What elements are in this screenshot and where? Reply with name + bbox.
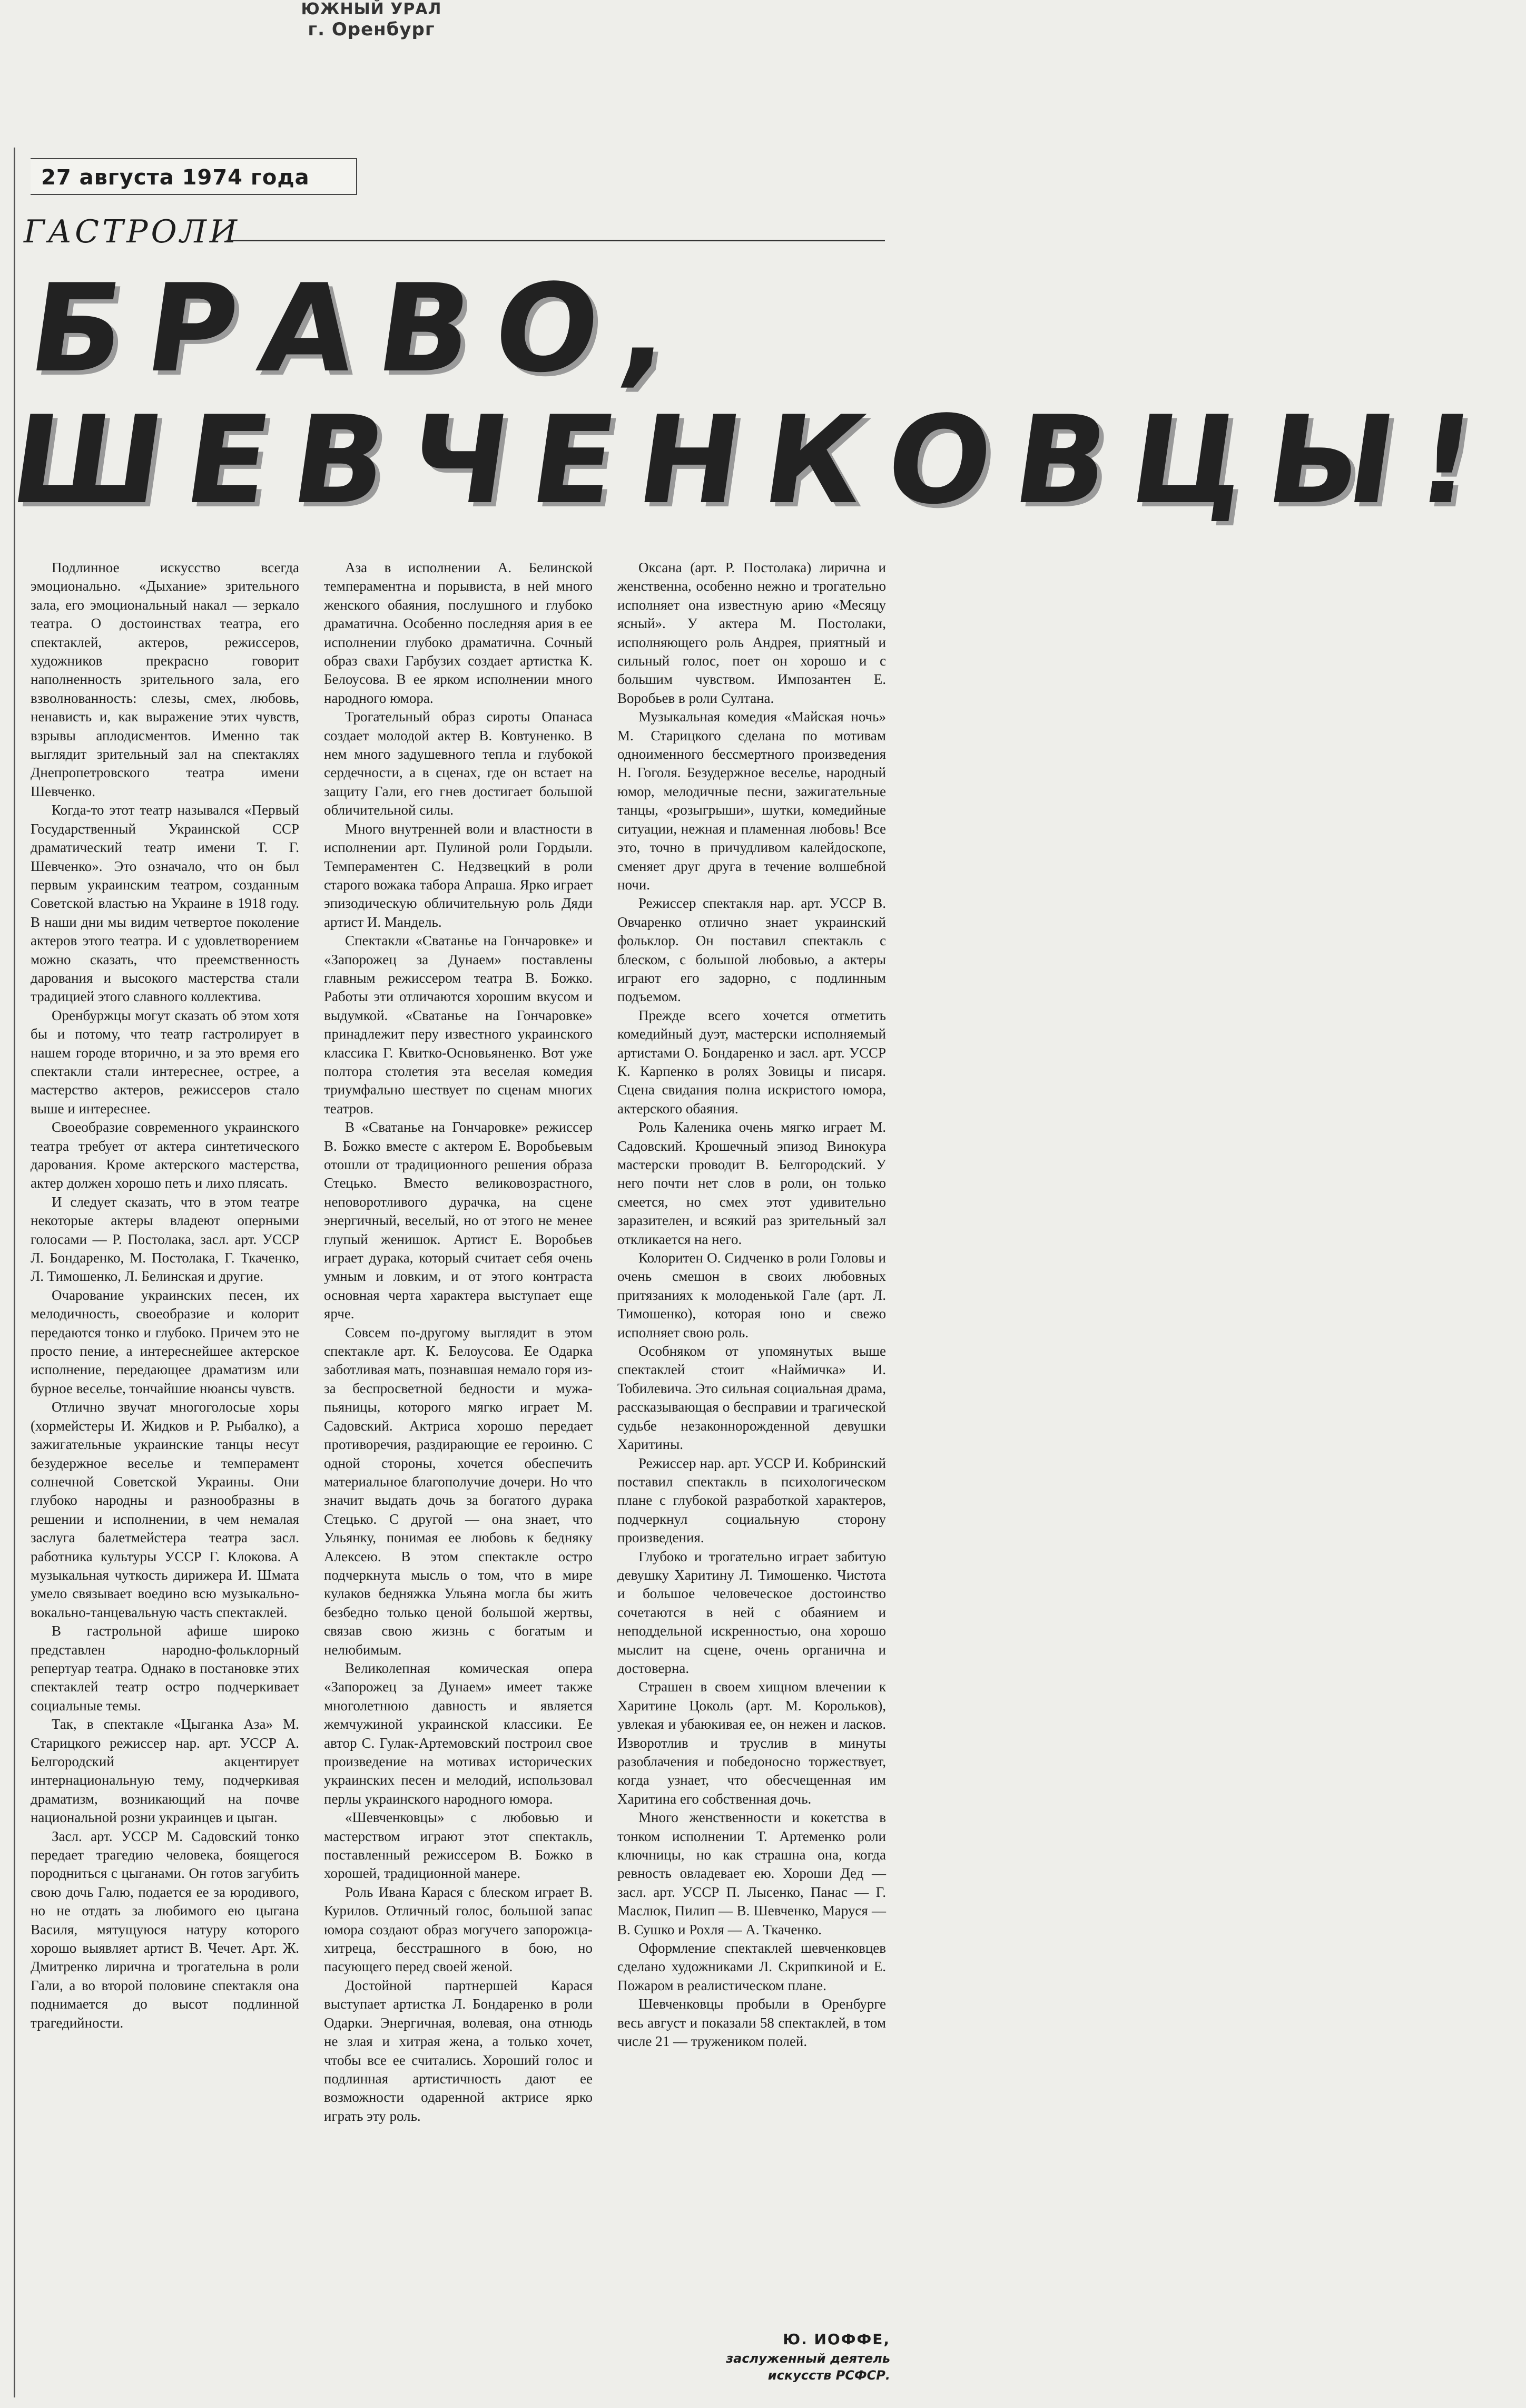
section-rubric: ГАСТРОЛИ xyxy=(24,213,241,250)
article-column-1 xyxy=(31,559,299,2287)
publication-date: 27 августа 1974 года xyxy=(31,158,357,195)
author-name: Ю. ИОФФЕ, xyxy=(783,2331,890,2348)
article-column-3 xyxy=(617,559,886,2287)
paragraph: В гастрольной афише широко представлен народно-фольклорный репертуар театра. Однако в постановке этих спектаклей театр остро подчеркивает социальные темы. xyxy=(31,1623,299,1714)
paragraph: Роль Каленика очень мягко играет М. Садовский. Крошечный эпизод Винокура мастерски проводит В. Белгородский. У него почти нет слов в роли, он только смеется, но смех этот удивительно заразителен, и всякий раз зрительный зал откликается на него. xyxy=(617,1119,886,1247)
article-column-2 xyxy=(324,559,593,2287)
headline-line-2: ШЕВЧЕНКОВЦЫ! xyxy=(3,390,1508,531)
paragraph: Когда-то этот театр назывался «Первый Государственный Украинской ССР драматический театр имени Т. Г. Шевченко». Это означало, что он был первым украинским театром, созданным Советской властью на Украине в 1918 году. В наши дни мы видим четвертое поколение актеров этого театра. И с удовлетворением можно сказать, что преемственность дарования и высокого мастерства стали традицией этого славного коллектива. xyxy=(31,802,299,1005)
paragraph: Много женственности и кокетства в тонком исполнении Т. Артеменко роли ключницы, но как страшна она, когда ревность овладевает ею. Хороши Дед — засл. арт. УССР П. Лысенко, Панас — Г. Маслюк, Пилип — В. Шевченко, Маруся — В. Сушко и Рохля — А. Ткаченко. xyxy=(617,1809,886,1937)
paragraph: Великолепная комическая опера «Запорожец за Дунаем» имеет также многолетнюю давность и является жемчужиной украинской классики. Ее автор С. Гулак-Артемовский построил свое произведение на мотивах исторических украинских песен и мелодий, использовал перлы украинского народного юмора. xyxy=(324,1660,593,1807)
paragraph: Глубоко и трогательно играет забитую девушку Харитину Л. Тимошенко. Чистота и большое человеческое достоинство сочетаются в ней с обаянием и неподдельной искренностью, она хорошо мыслит на сцене, очень органична и достоверна. xyxy=(617,1548,886,1676)
paragraph: Много внутренней воли и властности в исполнении арт. Пулиной роли Гордыли. Темпераментен С. Недзвецкий в роли старого вожака табора Апраша. Ярко играет эпизодическую обличительную роль Дяди артист И. Мандель. xyxy=(324,820,593,930)
paragraph: Засл. арт. УССР М. Садовский тонко передает трагедию человека, боящегося породниться с цыганами. Он готов загубить свою дочь Галю, подается ее за юродивого, но не отдать за любимого ею цыгана Василя, мятущуюся натуру которого хорошо выявляет артист В. Чечет. Арт. Ж. Дмитренко лирична и трогательна в роли Гали, а во второй половине спектакля она поднимается до высот подлинной трагедийности. xyxy=(31,1828,299,2031)
paragraph: Своеобразие современного украинского театра требует от актера синтетического дарования. Кроме актерского мастерства, актер должен хорошо петь и лихо плясать. xyxy=(31,1119,299,1191)
paragraph: Оформление спектаклей шевченковцев сделано художниками Л. Скрипкиной и Е. Пожаром в реалистическом плане. xyxy=(617,1940,886,1993)
author-title-line-2: искусств РСФСР. xyxy=(767,2368,890,2383)
paragraph: Особняком от упомянутых выше спектаклей стоит «Наймичка» И. Тобилевича. Это сильная социальная драма, рассказывающая о бесправии и трагической судьбе незаконнорожденной девушки Харитины. xyxy=(617,1343,886,1453)
author-signature xyxy=(648,2329,890,2392)
paragraph: Режиссер спектакля нар. арт. УССР В. Овчаренко отлично знает украинский фольклор. Он поставил спектакль с блеском, с большой любовью, а актеры играют его задорно, с подлинным подъемом. xyxy=(617,895,886,1005)
paragraph: Оксана (арт. Р. Постолака) лирична и женственна, особенно нежно и трогательно исполняет она известную арию «Месяцу ясный». У актера М. Постолаки, исполняющего роль Андрея, приятный и сильный голос, поет он хорошо и с большим чувством. Импозантен Е. Воробьев в роли Султана. xyxy=(617,560,886,706)
paragraph: Страшен в своем хищном влечении к Харитине Цоколь (арт. М. Корольков), увлекая и убаюкивая ее, он нежен и ласков. Изворотлив и труслив в минуты разоблачения и победоносно торжествует, когда узнает, что обесчещенная им Харитина его собственная дочь. xyxy=(617,1679,886,1807)
headline-line-1: БРАВО, xyxy=(21,259,703,399)
paragraph: Совсем по-другому выглядит в этом спектакле арт. К. Белоусова. Ее Одарка заботливая мать, познавшая немало горя из-за беспросветной бедности и мужа-пьяницы, которого мягко играет М. Садовский. Актриса хорошо передает противоречия, раздирающие ее героиню. С одной стороны, хочется обеспечить материальное благополучие дочери. Но что значит выдать дочь за богатого дурака Стецько. С другой — она знает, что Ульянку, понимая ее любовь к бедняку Алексею. В этом спектакле остро подчеркнута мысль о том, что в мире кулаков бедняжка Ульяна могла бы жить безбедно только ценой большой жертвы, связав свою жизнь с богатым и нелюбимым. xyxy=(324,1324,593,1658)
paragraph: И следует сказать, что в этом театре некоторые актеры владеют оперными голосами — Р. Постолака, засл. арт. УССР Л. Бондаренко, М. Постолака, Г. Ткаченко, Л. Тимошенко, Л. Белинская и другие. xyxy=(31,1193,299,1285)
rubric-divider xyxy=(227,240,885,241)
paragraph: Роль Ивана Карася с блеском играет В. Курилов. Отличный голос, большой запас юмора создают образ могучего запорожца-хитреца, бесстрашного в бою, но пасующего перед своей женой. xyxy=(324,1884,593,1975)
paragraph: Аза в исполнении А. Белинской темпераментна и порывиста, в ней много женского обаяния, послушного и глубоко драматична. Особенно последняя ария в ее исполнении глубоко драматична. Сочный образ свахи Гарбузих создает артистка К. Белоусова. В ее ярком исполнении много народного юмора. xyxy=(324,560,593,706)
newspaper-stamp xyxy=(284,0,458,41)
newspaper-name: ЮЖНЫЙ УРАЛ xyxy=(301,0,442,18)
paragraph: В «Сватанье на Гончаровке» режиссер В. Божко вместе с актером Е. Воробьевым отошли от традиционного решения образа Стецько. Вместо великовозрастного, неповоротливого дурачка, на сцене энергичный, веселый, но от этого не менее глупый женишок. Артист Е. Воробьев играет дурака, который считает себя очень умным и ловким, и от этого контраста основная черта характера выступает еще ярче. xyxy=(324,1119,593,1322)
paragraph: «Шевченковцы» с любовью и мастерством играют этот спектакль, поставленный режиссером В. Божко в хорошей, традиционной манере. xyxy=(324,1809,593,1882)
paragraph: Оренбуржцы могут сказать об этом хотя бы и потому, что театр гастролирует в нашем городе вторично, и за это время его спектакли стали интереснее, острее, а мастерство актеров, режиссеров стало выше и интереснее. xyxy=(31,1007,299,1117)
paragraph: Спектакли «Сватанье на Гончаровке» и «Запорожец за Дунаем» поставлены главным режиссером театра В. Божко. Работы эти отличаются хорошим вкусом и выдумкой. «Сватанье на Гончаровке» принадлежит перу известного украинского классика Г. Квитко-Основьяненко. Вот уже полтора столетия эта веселая комедия триумфально шествует по сценам многих театров. xyxy=(324,933,593,1117)
paragraph: Колоритен О. Сидченко в роли Головы и очень смешон в своих любовных притязаниях к молоденькой Гале (арт. Л. Тимошенко), которая юно и свежо исполняет свою роль. xyxy=(617,1250,886,1340)
newspaper-city: г. Оренбург xyxy=(308,19,435,40)
paragraph: Подлинное искусство всегда эмоционально. «Дыхание» зрительного зала, его эмоциональный накал — зеркало театра. О достоинствах театра, его спектаклей, актеров, режиссеров, художников прекрасно говорит наполненность зрительного зала, его взволнованность: слезы, смех, любовь, ненависть и, как выражение этих чувств, взрывы аплодисментов. Именно так выглядит зрительный зал на спектаклях Днепропетровского театра имени Шевченко. xyxy=(31,560,299,799)
article-headline xyxy=(2,259,1508,537)
paragraph: Режиссер нар. арт. УССР И. Кобринский поставил спектакль в психологическом плане с глубокой разработкой характеров, подчеркнул социальную сторону произведения. xyxy=(617,1455,886,1546)
author-title-line-1: заслуженный деятель xyxy=(726,2351,890,2366)
paragraph: Достойной партнершей Карася выступает артистка Л. Бондаренко в роли Одарки. Энергичная, волевая, она отнюдь не злая и хитрая жена, а только хочет, чтобы все ее считались. Хороший голос и подлинная артистичность дают ее возможности одаренной актрисе ярко играть эту роль. xyxy=(324,1977,593,2124)
paragraph: Отлично звучат многоголосые хоры (хормейстеры И. Жидков и Р. Рыбалко), а зажигательные украинские танцы несут безудержное веселье и темперамент солнечной Советской Украины. Они глубоко народны и разнообразны в решении и исполнении, в чем немалая заслуга балетмейстера театра засл. работника культуры УССР Г. Клокова. А музыкальная чуткость дирижера И. Шмата умело связывает воедино всю музыкально-вокально-танцевальную часть спектаклей. xyxy=(31,1399,299,1620)
paragraph: Прежде всего хочется отметить комедийный дуэт, мастерски исполняемый артистами О. Бондаренко и засл. арт. УССР К. Карпенко в ролях Зовицы и писаря. Сцена свидания полна искристого юмора, актерского обаяния. xyxy=(617,1007,886,1117)
paragraph: Очарование украинских песен, их мелодичность, своеобразие и колорит передаются тонко и глубоко. Причем это не просто пение, а интереснейшее актерское исполнение, передающее драматизм или бурное веселье, тончайшие нюансы чувств. xyxy=(31,1287,299,1396)
paragraph: Трогательный образ сироты Опанаса создает молодой актер В. Ковтуненко. В нем много задушевного тепла и глубокой сердечности, а в сценах, где он встает на защиту Гали, его гнев достигает большой обличительной силы. xyxy=(324,709,593,818)
paragraph: Так, в спектакле «Цыганка Аза» М. Старицкого режиссер нар. арт. УССР А. Белгородский акцентирует интернациональную тему, подчеркивая драматизм, возникающий на почве национальной розни украинцев и цыган. xyxy=(31,1716,299,1826)
paragraph: Музыкальная комедия «Майская ночь» М. Старицкого сделана по мотивам одноименного бессмертного произведения Н. Гоголя. Безудержное веселье, народный юмор, мелодичные песни, зажигательные танцы, «розыгрыши», шутки, комедийные ситуации, нежная и пламенная любовь! Все это, точно в причудливом калейдоскопе, сменяет друг друга в течение волшебной ночи. xyxy=(617,709,886,893)
paragraph: Шевченковцы пробыли в Оренбурге весь август и показали 58 спектаклей, в том числе 21 — тружеником полей. xyxy=(617,1996,886,2050)
